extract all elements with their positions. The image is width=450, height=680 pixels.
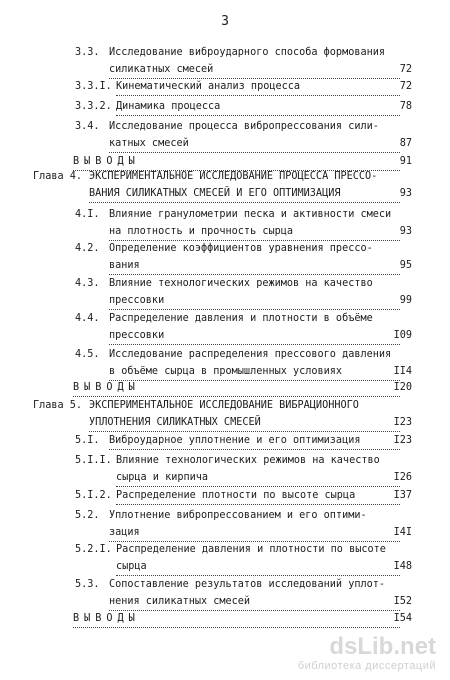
toc-entry	[0, 452, 450, 486]
section-title: Определение коэффициентов уравнения прессо-	[109, 243, 373, 254]
section-title-continuation: зация	[109, 524, 400, 542]
section-title: Распределение плотности по высоте сырца	[116, 487, 400, 505]
toc-entry	[0, 98, 450, 115]
watermark	[258, 634, 436, 672]
toc-entry	[0, 118, 450, 152]
page-ref: II4	[393, 366, 412, 377]
section-number: 5.I.2.	[75, 490, 112, 501]
section-title: ЭКСПЕРИМЕНТАЛЬНОЕ ИССЛЕДОВАНИЕ ПРОЦЕССА ПРЕССО-	[89, 171, 378, 182]
section-title: Распределение давления и плотности в объёме	[109, 313, 373, 324]
toc-entry	[0, 168, 450, 202]
section-title-continuation: нения силикатных смесей	[109, 593, 400, 611]
toc-entry	[0, 541, 450, 575]
watermark-subtitle: библиотека диссертаций	[297, 660, 436, 672]
section-number: 4.4.	[75, 313, 100, 324]
section-title: Кинематический анализ процесса	[116, 78, 400, 96]
page-ref: I37	[393, 490, 412, 501]
section-title: Исследование виброударного способа формования	[109, 47, 386, 58]
section-number: 4.3.	[75, 278, 100, 289]
section-title: ЭКСПЕРИМЕНТАЛЬНОЕ ИССЛЕДОВАНИЕ ВИБРАЦИОННОГО	[89, 400, 359, 411]
page-ref: 78	[399, 101, 412, 112]
section-title-continuation: сырца и кирпича	[116, 469, 400, 487]
toc-entry	[0, 487, 450, 504]
section-title: Исследование распределения прессового давления	[109, 349, 392, 360]
toc-entry	[0, 78, 450, 95]
section-number: 5.I.	[75, 435, 100, 446]
toc-entry	[0, 432, 450, 449]
page-ref: I09	[393, 330, 412, 341]
section-title-continuation: прессовки	[109, 292, 400, 310]
toc-entry	[0, 206, 450, 240]
page-ref: 91	[399, 156, 412, 167]
page-ref: I20	[393, 382, 412, 393]
page-ref: 87	[399, 138, 412, 149]
page-ref: 99	[399, 295, 412, 306]
toc-entry	[0, 507, 450, 541]
section-title: Распределение давления и плотности по высоте	[116, 544, 386, 555]
section-number: 5.2.	[75, 510, 100, 521]
section-title: Исследование процесса вибропрессования сили-	[109, 121, 379, 132]
toc-entry	[0, 240, 450, 274]
section-title-continuation: УПЛОТНЕНИЯ СИЛИКАТНЫХ СМЕСЕЙ	[89, 414, 400, 432]
watermark-logo: dsLib.net	[329, 633, 436, 660]
section-title-continuation: прессовки	[109, 327, 400, 345]
chapter-label: Глава 5.	[33, 400, 83, 411]
section-title-continuation: вания	[109, 257, 400, 275]
toc-entry	[0, 44, 450, 78]
chapter-label: Глава 4.	[33, 171, 83, 182]
toc-entry	[0, 275, 450, 309]
section-number: 3.4.	[75, 121, 100, 132]
section-title-continuation: в объёме сырца в промышленных условиях	[109, 363, 400, 381]
section-title: Влияние технологических режимов на качество	[116, 455, 380, 466]
section-title: Динамика процесса	[116, 98, 400, 116]
section-title: Сопоставление результатов исследований уплот-	[109, 579, 386, 590]
section-title-continuation: сырца	[116, 558, 400, 576]
section-title: ВЫВОДЫ	[73, 610, 400, 628]
section-title-continuation: катных смесей	[109, 135, 400, 153]
page-ref: I23	[393, 435, 412, 446]
page-ref: 72	[399, 81, 412, 92]
toc-entry	[0, 610, 450, 627]
section-number: 5.3.	[75, 579, 100, 590]
section-title: Влияние технологических режимов на качество	[109, 278, 373, 289]
page-ref: I52	[393, 596, 412, 607]
section-title: Уплотнение вибропрессованием и его оптими-	[109, 510, 367, 521]
page-ref: I23	[393, 417, 412, 428]
toc-entry	[0, 310, 450, 344]
section-title-continuation: силикатных смесей	[109, 61, 400, 79]
section-number: 3.3.	[75, 47, 100, 58]
section-number: 4.I.	[75, 209, 100, 220]
section-number: 5.2.I.	[75, 544, 112, 555]
page-ref: 93	[399, 188, 412, 199]
section-number: 3.3.2.	[75, 101, 112, 112]
section-title-continuation: на плотность и прочность сырца	[109, 223, 400, 241]
section-title: Влияние гранулометрии песка и активности смеси	[109, 209, 392, 220]
toc-entry	[0, 576, 450, 610]
toc-entry	[0, 346, 450, 380]
toc-entry	[0, 397, 450, 431]
section-number: 3.3.I.	[75, 81, 112, 92]
toc-entry	[0, 379, 450, 396]
page-ref: I54	[393, 613, 412, 624]
section-title: Виброударное уплотнение и его оптимизация	[109, 432, 400, 450]
page-ref: 72	[399, 64, 412, 75]
section-number: 4.5.	[75, 349, 100, 360]
section-number: 5.I.I.	[75, 455, 112, 466]
section-title: ВЫВОДЫ	[73, 379, 400, 397]
page-ref: I48	[393, 561, 412, 572]
section-title-continuation: ВАНИЯ СИЛИКАТНЫХ СМЕСЕЙ И ЕГО ОПТИМИЗАЦИЯ	[89, 185, 400, 203]
page-ref: 95	[399, 260, 412, 271]
section-number: 4.2.	[75, 243, 100, 254]
section-title: ВЫВОДЫ	[73, 153, 400, 171]
page-number: 3	[221, 14, 229, 29]
page-ref: 93	[399, 226, 412, 237]
page-ref: I4I	[393, 527, 412, 538]
page-ref: I26	[393, 472, 412, 483]
